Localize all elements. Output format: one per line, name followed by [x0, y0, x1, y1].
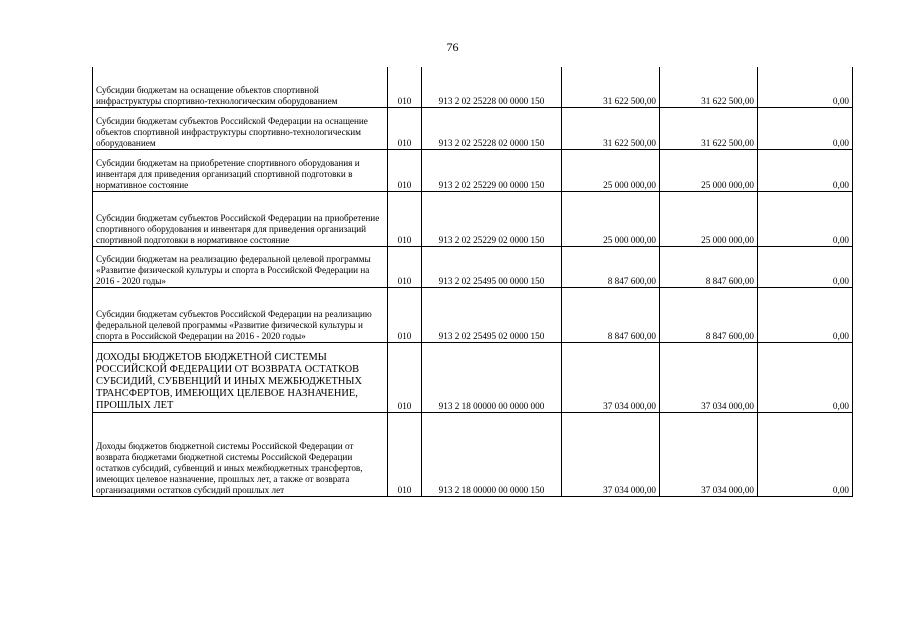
row-plan: 31 622 500,00 [562, 107, 660, 149]
row-balance: 0,00 [758, 149, 853, 191]
row-executed: 31 622 500,00 [660, 107, 758, 149]
row-plan: 37 034 000,00 [562, 342, 660, 412]
row-kbk: 913 2 02 25228 00 0000 150 [422, 67, 562, 107]
row-balance: 0,00 [758, 107, 853, 149]
row-plan: 8 847 600,00 [562, 246, 660, 287]
row-admin-code: 010 [388, 246, 422, 287]
table-row [93, 107, 853, 149]
table-row [93, 191, 853, 246]
row-admin-code: 010 [388, 412, 422, 496]
row-balance: 0,00 [758, 342, 853, 412]
table-row [93, 412, 853, 496]
row-plan: 37 034 000,00 [562, 412, 660, 496]
row-description: Субсидии бюджетам субъектов Российской Федерации на приобретение спортивного оборудования и инвентаря для приведения организаций спортивной подготовки в нормативное состояние [93, 191, 388, 246]
table-row [93, 287, 853, 342]
row-kbk: 913 2 02 25495 00 0000 150 [422, 246, 562, 287]
table-row [93, 246, 853, 287]
row-admin-code: 010 [388, 191, 422, 246]
row-kbk: 913 2 02 25229 00 0000 150 [422, 149, 562, 191]
row-plan: 31 622 500,00 [562, 67, 660, 107]
row-plan: 8 847 600,00 [562, 287, 660, 342]
row-executed: 8 847 600,00 [660, 287, 758, 342]
row-plan: 25 000 000,00 [562, 149, 660, 191]
row-kbk: 913 2 18 00000 00 0000 150 [422, 412, 562, 496]
row-admin-code: 010 [388, 287, 422, 342]
row-executed: 31 622 500,00 [660, 67, 758, 107]
page-number: 76 [446, 40, 459, 54]
row-description: Субсидии бюджетам на приобретение спортивного оборудования и инвентаря для приведения организаций спортивной подготовки в нормативное состояние [93, 149, 388, 191]
row-balance: 0,00 [758, 412, 853, 496]
row-balance: 0,00 [758, 67, 853, 107]
row-admin-code: 010 [388, 149, 422, 191]
table-row [93, 149, 853, 191]
row-description: Субсидии бюджетам субъектов Российской Федерации на реализацию федеральной целевой программы «Развитие физической культуры и спорта в Российской Федерации на 2016 - 2020 годы» [93, 287, 388, 342]
row-description: Субсидии бюджетам субъектов Российской Федерации на оснащение объектов спортивной инфраструктуры спортивно-технологическим оборудованием [93, 107, 388, 149]
row-executed: 37 034 000,00 [660, 412, 758, 496]
row-executed: 37 034 000,00 [660, 342, 758, 412]
row-balance: 0,00 [758, 246, 853, 287]
table-row [93, 67, 853, 107]
row-admin-code: 010 [388, 342, 422, 412]
row-admin-code: 010 [388, 67, 422, 107]
row-description: Субсидии бюджетам на оснащение объектов спортивной инфраструктуры спортивно-технологическим оборудованием [93, 67, 388, 107]
table-row [93, 342, 853, 412]
revenue-table [92, 67, 853, 497]
row-balance: 0,00 [758, 191, 853, 246]
row-description: Доходы бюджетов бюджетной системы Российской Федерации от возврата бюджетами бюджетной системы Российской Федерации остатков субсидий, субвенций и иных межбюджетных трансфертов, имеющих целевое назначение, прошлых лет, а также от возврата организациями остатков субсидий прошлых лет [93, 412, 388, 496]
row-admin-code: 010 [388, 107, 422, 149]
row-executed: 25 000 000,00 [660, 191, 758, 246]
row-description: Субсидии бюджетам на реализацию федеральной целевой программы «Развитие физической культуры и спорта в Российской Федерации на 2016 - 2020 годы» [93, 246, 388, 287]
row-plan: 25 000 000,00 [562, 191, 660, 246]
row-description: ДОХОДЫ БЮДЖЕТОВ БЮДЖЕТНОЙ СИСТЕМЫ РОССИЙСКОЙ ФЕДЕРАЦИИ ОТ ВОЗВРАТА ОСТАТКОВ СУБСИДИЙ, СУБВЕНЦИЙ И ИНЫХ МЕЖБЮДЖЕТНЫХ ТРАНСФЕРТОВ, ИМЕЮЩИХ ЦЕЛЕВОЕ НАЗНАЧЕНИЕ, ПРОШЛЫХ ЛЕТ [93, 342, 388, 412]
row-executed: 8 847 600,00 [660, 246, 758, 287]
row-kbk: 913 2 18 00000 00 0000 000 [422, 342, 562, 412]
row-kbk: 913 2 02 25228 02 0000 150 [422, 107, 562, 149]
row-kbk: 913 2 02 25495 02 0000 150 [422, 287, 562, 342]
row-balance: 0,00 [758, 287, 853, 342]
row-executed: 25 000 000,00 [660, 149, 758, 191]
row-kbk: 913 2 02 25229 02 0000 150 [422, 191, 562, 246]
